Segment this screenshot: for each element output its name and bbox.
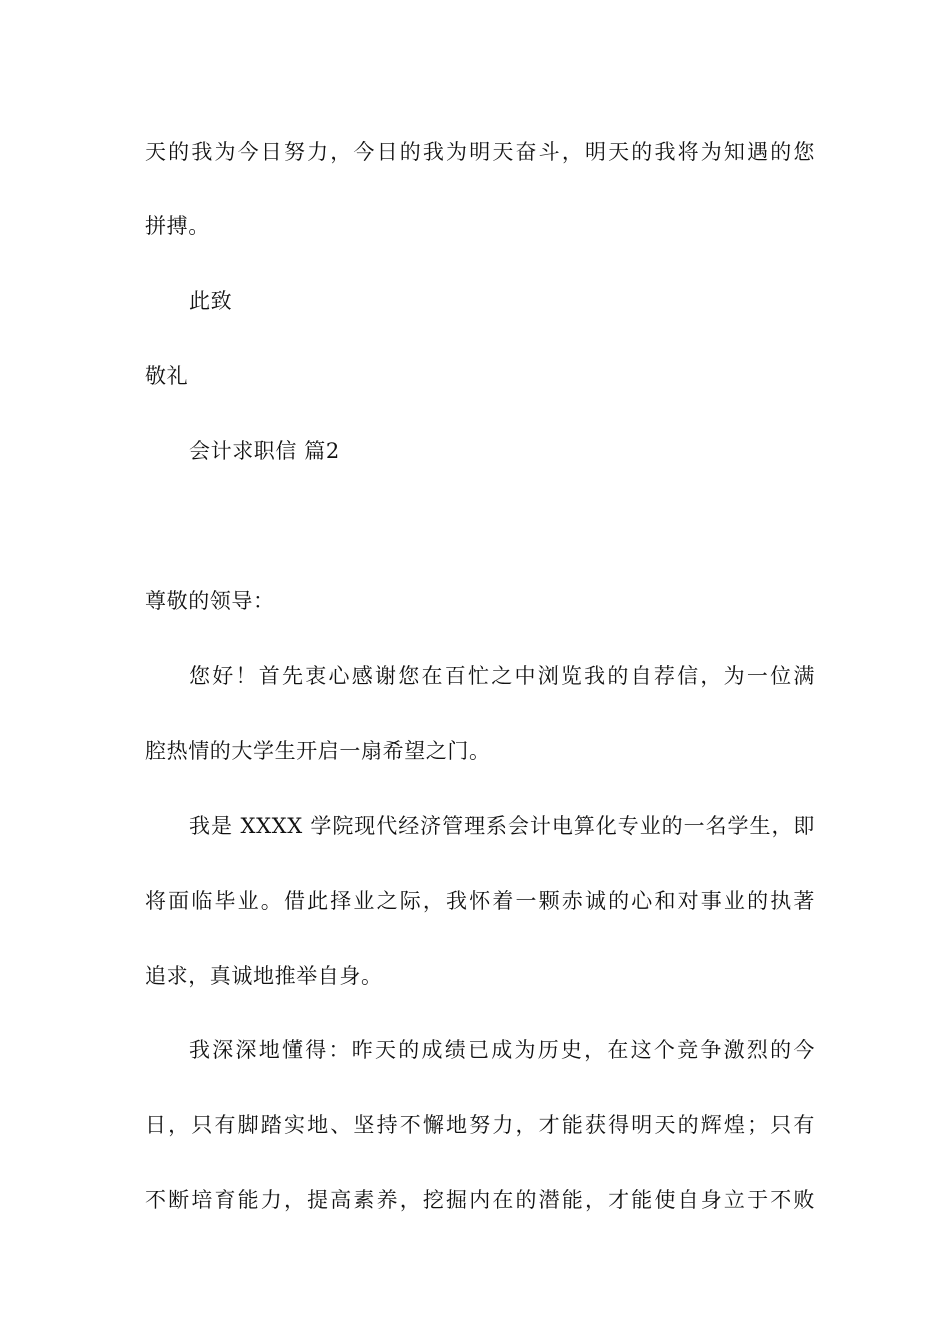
text-line-7: 您好！首先衷心感谢您在百忙之中浏览我的自荐信，为一位满	[189, 664, 815, 688]
closing-salutation: 此致	[189, 289, 233, 313]
section-heading: 会计求职信 篇2	[189, 439, 340, 463]
closing-regards: 敬礼	[145, 364, 189, 388]
text-line-11: 追求，真诚地推举自身。	[145, 964, 383, 988]
text-line-1: 天的我为今日努力，今日的我为明天奋斗，明天的我将为知遇的您	[145, 140, 815, 164]
text-line-9: 我是 XXXX 学院现代经济管理系会计电算化专业的一名学生，即	[189, 814, 815, 838]
text-line-8: 腔热情的大学生开启一扇希望之门。	[145, 739, 491, 763]
text-line-2: 拼搏。	[145, 214, 210, 238]
text-line-14: 不断培育能力，提高素养，挖掘内在的潜能，才能使自身立于不败	[145, 1188, 815, 1212]
text-line-12: 我深深地懂得：昨天的成绩已成为历史，在这个竞争激烈的今	[189, 1038, 815, 1062]
greeting: 尊敬的领导：	[145, 589, 275, 613]
text-line-10: 将面临毕业。借此择业之际，我怀着一颗赤诚的心和对事业的执著	[145, 889, 815, 913]
text-line-13: 日，只有脚踏实地、坚持不懈地努力，才能获得明天的辉煌；只有	[145, 1113, 815, 1137]
